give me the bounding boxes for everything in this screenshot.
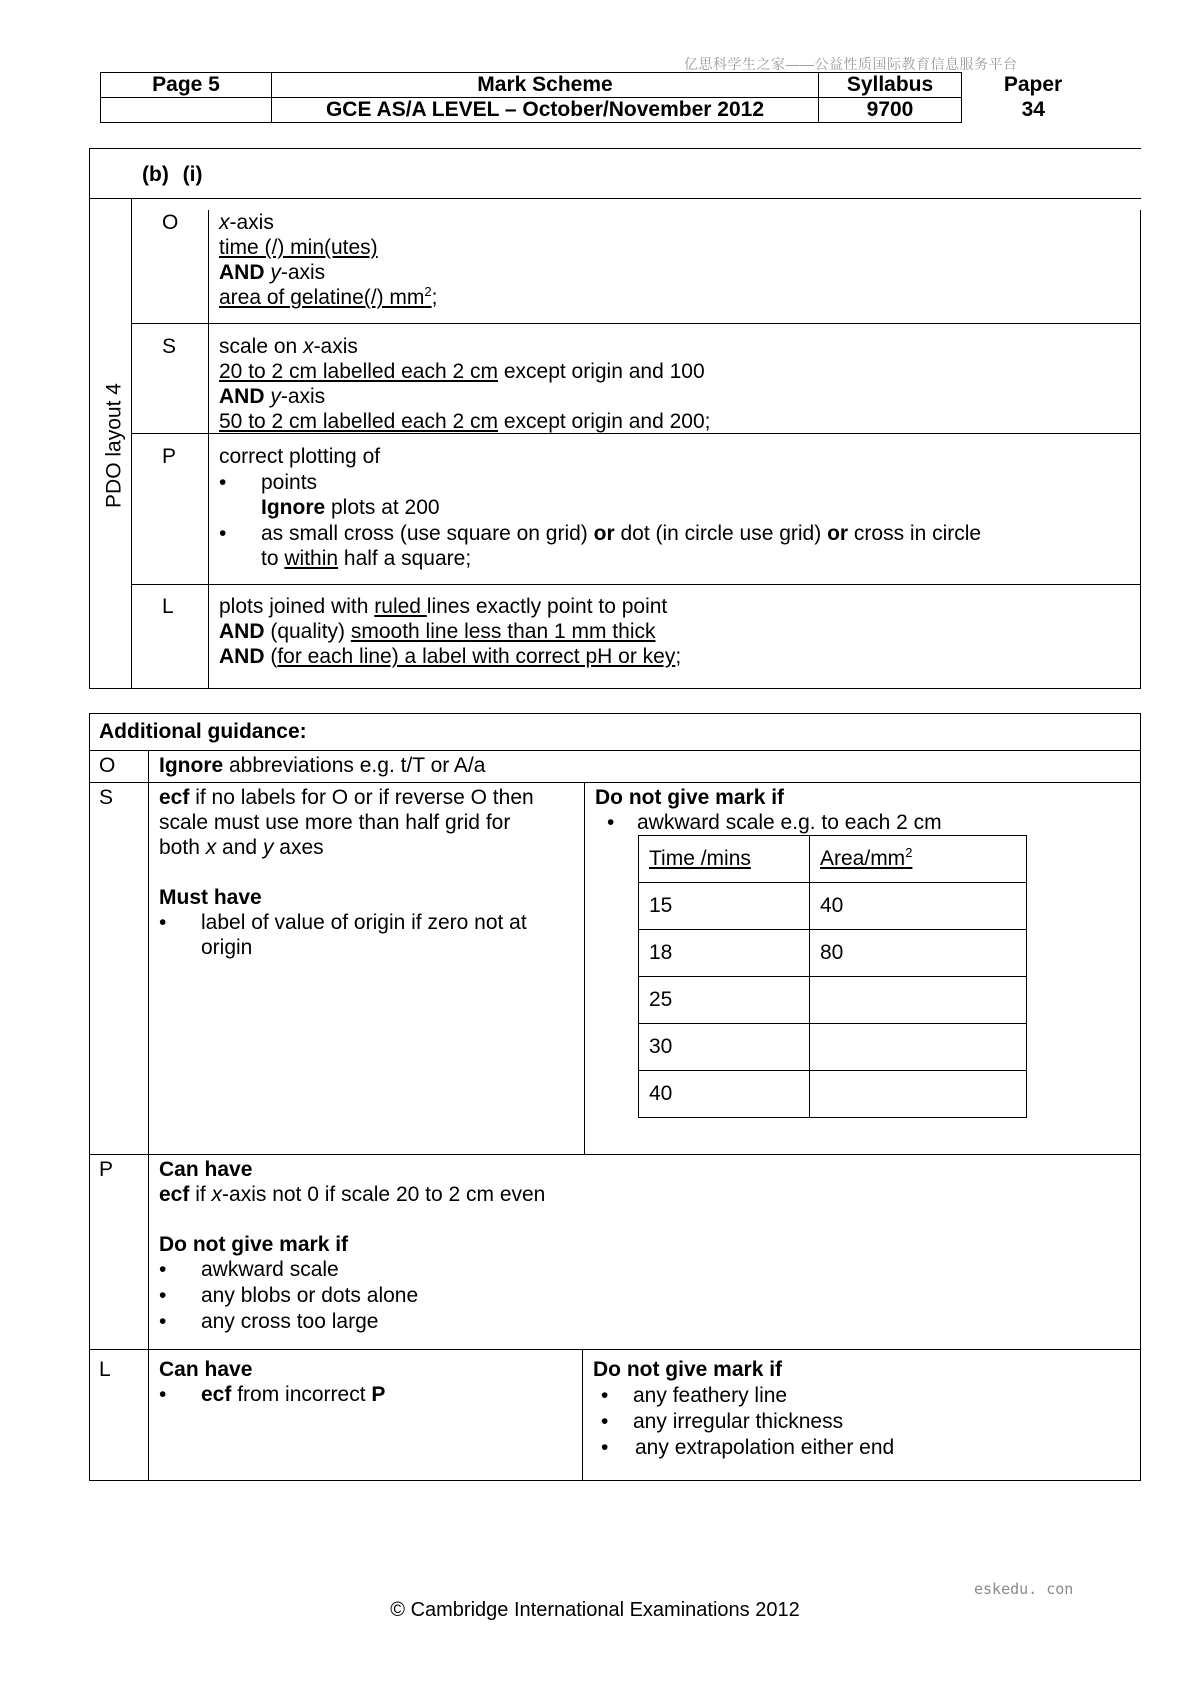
- table-header: Area/$mm^2$: [810, 836, 1027, 883]
- table-cell: 40: [639, 1071, 810, 1118]
- copyright-footer: © Cambridge International Examinations 2012: [390, 1599, 800, 1621]
- table-row: [639, 1071, 1027, 1118]
- mark-p-text: correct plotting of • points Ignore plots at 200 • as small cross (use square on grid) or dot (in circle use grid) or cross in circle to within half a square;: [219, 445, 982, 570]
- paper-value: 34: [1021, 98, 1045, 121]
- mark-letter-p: P: [162, 445, 177, 468]
- table-cell: 40: [810, 883, 1027, 930]
- guidance-title: Additional guidance:: [99, 720, 307, 743]
- table-cell: [810, 1024, 1027, 1071]
- table-row: [639, 1024, 1027, 1071]
- guidance-s-right: Do not give mark if • awkward scale e.g. to each 2 cm: [595, 786, 942, 834]
- guidance-l-right: Do not give mark if • any feathery line • any irregular thickness • any extrapolation either end: [593, 1358, 895, 1459]
- mark-s-text: scale on x-axis 20 to 2 cm labelled each 2 cm except origin and 100 AND y-axis 50 to 2 cm labelled each 2 cm except origin and 200;: [219, 335, 711, 433]
- table-cell: [810, 1071, 1027, 1118]
- awkward-scale-table: [638, 835, 1027, 1118]
- table-cell: 80: [810, 930, 1027, 977]
- footer-watermark: eskedu. con: [974, 1580, 1074, 1598]
- mark-letter-l: L: [162, 595, 174, 618]
- syllabus-label: Syllabus: [819, 73, 962, 98]
- table-cell: 30: [639, 1024, 810, 1071]
- mark-letter-s: S: [162, 335, 177, 358]
- table-cell: [810, 977, 1027, 1024]
- table-header-row: [639, 836, 1027, 883]
- doc-title: Mark Scheme: [272, 73, 819, 98]
- guidance-letter-p: P: [99, 1158, 114, 1181]
- exam-title: GCE AS/A LEVEL – October/November 2012: [272, 98, 819, 123]
- guidance-s-left: ecf if no labels for O or if reverse O then scale must use more than half grid for both x and y axes Must have • label of value of origin if zero not at origin: [159, 786, 534, 959]
- table-cell: 25: [639, 977, 810, 1024]
- guidance-l-left: Can have • ecf from incorrect P: [159, 1358, 386, 1406]
- guidance-o-text: Ignore abbreviations e.g. t/T or A/a: [159, 754, 486, 777]
- side-label: PDO layout 4: [102, 383, 126, 508]
- table-row: [639, 977, 1027, 1024]
- watermark-text: 亿思科学生之家——公益性质国际教育信息服务平台: [684, 56, 1018, 72]
- guidance-letter-o: O: [99, 754, 116, 777]
- table-cell: 15: [639, 883, 810, 930]
- table-row: [639, 930, 1027, 977]
- question-label: (b) (i): [142, 163, 203, 186]
- guidance-p-text: Can have ecf if x-axis not 0 if scale 20 to 2 cm even Do not give mark if • awkward scale • any blobs or dots alone • any cross too large: [159, 1158, 546, 1333]
- guidance-letter-s: S: [99, 786, 114, 809]
- table-cell: 18: [639, 930, 810, 977]
- empty-cell: [101, 98, 272, 123]
- table-row: [639, 883, 1027, 930]
- header-table: [100, 72, 1105, 123]
- mark-l-text: plots joined with ruled lines exactly point to point AND (quality) smooth line less than 1 mm thick AND (for each line) a label with correct pH or key;: [219, 595, 682, 668]
- guidance-letter-l: L: [99, 1358, 111, 1381]
- page-number: Page 5: [101, 73, 272, 98]
- mark-o-text: x-axis time (/) min(utes) AND y-axis area of gelatine(/) $mm^2$;: [219, 211, 438, 309]
- syllabus-value: 9700: [819, 98, 962, 123]
- paper-label: Paper: [1003, 73, 1063, 96]
- table-header: Time /mins: [639, 836, 810, 883]
- mark-letter-o: O: [162, 211, 179, 234]
